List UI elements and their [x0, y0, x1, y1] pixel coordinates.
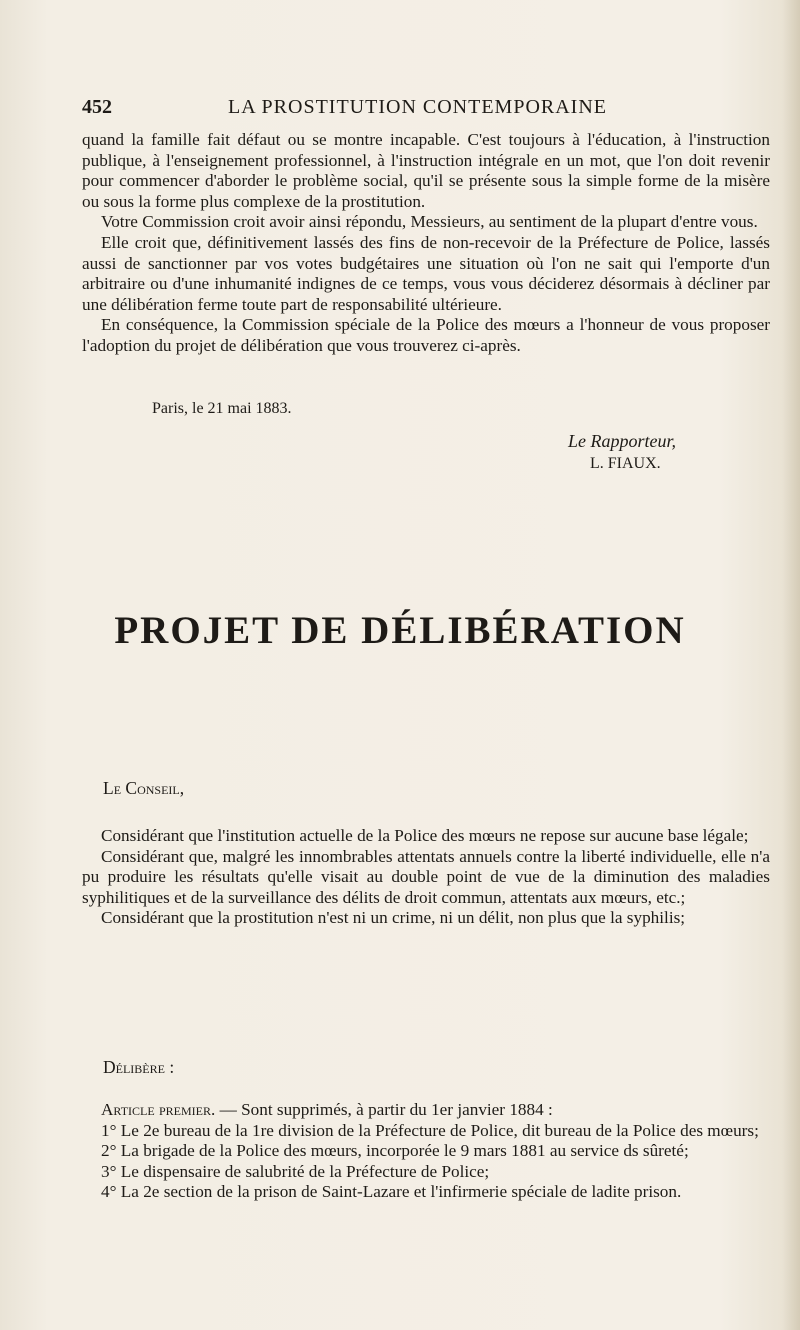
article-item: 4° La 2e section de la prison de Saint-Lazare et l'infirmerie spéciale de ladite prison.: [101, 1182, 682, 1202]
section-title: PROJET DE DÉLIBÉRATION: [114, 609, 686, 652]
date-line: Paris, le 21 mai 1883.: [152, 400, 292, 417]
page-number: 452: [82, 96, 112, 118]
considerant-paragraph: Considérant que l'institution actuelle de la Police des mœurs ne repose sur aucune base légale;: [101, 826, 749, 845]
report-body: [82, 130, 770, 357]
article-item: 1° Le 2e bureau de la 1re division de la Préfecture de Police, dit bureau de la Police des mœurs;: [101, 1120, 759, 1140]
delibere-heading: Délibère :: [103, 1057, 175, 1077]
le-conseil-heading: Le Conseil,: [103, 778, 185, 798]
article-label: Article premier.: [101, 1100, 216, 1119]
article-text: — Sont supprimés, à partir du 1er janvier 1884 :: [219, 1100, 553, 1119]
running-head: LA PROSTITUTION CONTEMPORAINE: [228, 96, 607, 118]
report-paragraph: quand la famille fait défaut ou se montre incapable. C'est toujours à l'éducation, à l'instruction publique, à l'enseignement professionnel, à l'instruction intégrale en un mot, que l'on doit revenir pour commencer d'aborder le problème social, qu'il se présente sous la simple forme de la misère ou sous la forme plus complexe de la prostitution.: [82, 130, 770, 211]
signature-role: Le Rapporteur,: [568, 431, 676, 451]
report-paragraph: Elle croit que, définitivement lassés des fins de non-recevoir de la Préfecture de Police, lassés aussi de sanctionner par vos votes budgétaires une situation où l'on ne sait qui l'emporte d'un arbitraire ou d'une inhumanité indignes de ce temps, vous vous déciderez désormais à décliner par une délibération ferme toute part de responsabilité ultérieure.: [82, 232, 770, 314]
report-paragraph: En conséquence, la Commission spéciale de la Police des mœurs a l'honneur de vous proposer l'adoption du projet de délibération que vous trouverez ci-après.: [82, 315, 770, 355]
article-item: 2° La brigade de la Police des mœurs, incorporée le 9 mars 1881 au service ds sûreté;: [101, 1141, 689, 1161]
article-item: 3° Le dispensaire de salubrité de la Préfecture de Police;: [101, 1161, 490, 1181]
considerants: [82, 826, 770, 929]
page-header: [82, 96, 772, 120]
article-first-line: [82, 1100, 770, 1121]
page-edge-shadow: [782, 0, 800, 1330]
signature-name: L. FIAUX.: [590, 455, 661, 472]
considerant-paragraph: Considérant que la prostitution n'est ni un crime, ni un délit, non plus que la syphilis;: [101, 908, 686, 928]
report-paragraph: Votre Commission croit avoir ainsi répondu, Messieurs, au sentiment de la plupart d'entre vous.: [101, 212, 758, 232]
article-body: [82, 1100, 770, 1203]
considerant-paragraph: Considérant que, malgré les innombrables attentats annuels contre la liberté individuelle, elle n'a pu produire les résultats qu'elle visait au double point de vue de la diminution des maladies syphilitiques et de la surveillance des délits de droit commun, attentats aux mœurs, etc.;: [82, 846, 770, 907]
